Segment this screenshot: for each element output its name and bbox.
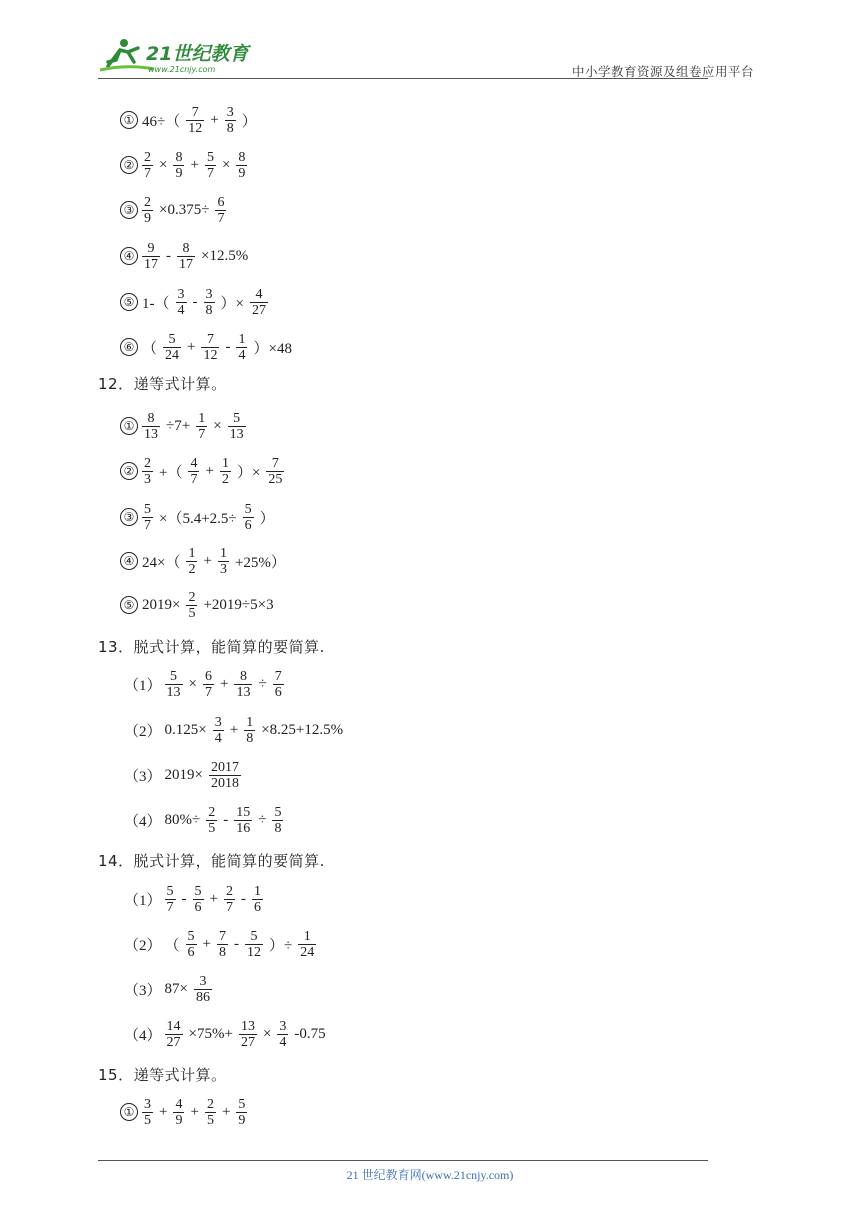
item-number: ① bbox=[120, 417, 138, 435]
numerator: 3 bbox=[226, 104, 234, 120]
denominator: 9 bbox=[238, 1112, 246, 1128]
numerator: 7 bbox=[206, 331, 214, 347]
numerator: 5 bbox=[194, 883, 202, 899]
denominator: 4 bbox=[238, 347, 246, 363]
denominator: 9 bbox=[175, 165, 183, 181]
expression-line bbox=[120, 145, 250, 185]
operator-text: -0.75 bbox=[294, 1025, 326, 1042]
item-number: （1） bbox=[124, 677, 162, 694]
operator-text: 2019× bbox=[164, 766, 203, 783]
denominator: 2018 bbox=[210, 775, 239, 791]
denominator: 27 bbox=[166, 1034, 181, 1050]
item-number: （4） bbox=[124, 1027, 162, 1044]
fraction bbox=[203, 669, 214, 700]
numerator: 7 bbox=[219, 928, 226, 944]
fraction bbox=[243, 502, 254, 533]
denominator: 6 bbox=[194, 899, 202, 915]
operator-text: +2019÷5×3 bbox=[203, 596, 274, 613]
fraction bbox=[193, 884, 204, 915]
operator-text: 2019× bbox=[142, 596, 181, 613]
operator-text: 87× bbox=[164, 980, 188, 997]
numerator: 3 bbox=[205, 286, 213, 302]
operator-text: - bbox=[225, 338, 231, 355]
denominator: 5 bbox=[144, 1112, 151, 1128]
denominator: 8 bbox=[226, 120, 234, 136]
question-title: 13．脱式计算，能简算的要简算. bbox=[98, 638, 325, 656]
numerator: 5 bbox=[170, 668, 178, 684]
expression-line bbox=[124, 755, 244, 795]
logo-icon bbox=[98, 36, 268, 76]
fraction bbox=[196, 411, 207, 442]
question-title: 15．递等式计算。 bbox=[98, 1066, 227, 1084]
item-number: ② bbox=[120, 462, 138, 480]
operator-text: - bbox=[234, 935, 239, 952]
expression-line bbox=[124, 1014, 329, 1054]
fraction bbox=[186, 929, 197, 960]
denominator: 7 bbox=[144, 517, 151, 533]
fraction bbox=[165, 669, 183, 700]
fraction bbox=[205, 1097, 216, 1128]
fraction bbox=[186, 590, 197, 621]
item-number: ② bbox=[120, 156, 138, 174]
expression-line bbox=[120, 406, 249, 446]
fraction bbox=[177, 241, 195, 272]
fraction bbox=[186, 546, 197, 577]
operator-text: + bbox=[159, 1103, 168, 1120]
denominator: 24 bbox=[300, 944, 315, 960]
operator-text: ）× bbox=[236, 464, 261, 481]
fraction bbox=[245, 929, 263, 960]
numerator: 14 bbox=[166, 1018, 181, 1034]
operator-text: × bbox=[188, 675, 197, 692]
numerator: 1 bbox=[221, 455, 229, 471]
fraction bbox=[176, 287, 187, 318]
operator-text: - bbox=[166, 247, 171, 264]
operator-text: ×12.5% bbox=[201, 247, 249, 264]
denominator: 5 bbox=[188, 605, 196, 621]
denominator: 25 bbox=[268, 471, 283, 487]
fraction bbox=[142, 456, 153, 487]
numerator: 4 bbox=[175, 1096, 183, 1112]
fraction bbox=[142, 411, 160, 442]
denominator: 7 bbox=[166, 899, 174, 915]
denominator: 13 bbox=[166, 684, 181, 700]
numerator: 1 bbox=[238, 331, 246, 347]
fraction bbox=[250, 287, 268, 318]
expression-line bbox=[120, 282, 271, 322]
numerator: 5 bbox=[168, 331, 176, 347]
denominator: 3 bbox=[144, 471, 151, 487]
operator-text: ）×48 bbox=[253, 340, 292, 357]
fraction bbox=[217, 929, 228, 960]
fraction bbox=[142, 502, 153, 533]
denominator: 24 bbox=[165, 347, 180, 363]
operator-text: 24×（ bbox=[142, 554, 181, 571]
fraction bbox=[142, 1097, 153, 1128]
denominator: 5 bbox=[206, 1112, 214, 1128]
operator-text: （ bbox=[164, 937, 180, 954]
fraction bbox=[225, 105, 236, 136]
denominator: 12 bbox=[247, 944, 261, 960]
fraction bbox=[165, 884, 176, 915]
operator-text: ×75%+ bbox=[188, 1025, 233, 1042]
item-number: ⑥ bbox=[120, 338, 138, 356]
denominator: 7 bbox=[204, 684, 212, 700]
fraction bbox=[194, 974, 212, 1005]
fraction bbox=[173, 1097, 184, 1128]
expression-line bbox=[124, 710, 346, 750]
operator-text: × bbox=[221, 156, 231, 173]
operator-text: - bbox=[240, 890, 246, 907]
numerator: 6 bbox=[204, 668, 212, 684]
denominator: 6 bbox=[274, 684, 282, 700]
denominator: 16 bbox=[236, 820, 251, 836]
numerator: 8 bbox=[175, 149, 183, 165]
denominator: 2 bbox=[221, 471, 229, 487]
operator-text: ×（5.4+2.5÷ bbox=[159, 510, 237, 527]
operator-text: 0.125× bbox=[164, 721, 207, 738]
expression-line bbox=[120, 541, 289, 581]
numerator: 8 bbox=[147, 410, 155, 426]
denominator: 3 bbox=[219, 561, 227, 577]
denominator: 13 bbox=[229, 426, 244, 442]
expression-line bbox=[120, 100, 260, 140]
logo-url: www.21cnjy.com bbox=[148, 65, 216, 74]
denominator: 6 bbox=[244, 517, 252, 533]
expression-line bbox=[120, 236, 251, 276]
denominator: 4 bbox=[177, 302, 185, 318]
operator-text: - bbox=[223, 811, 229, 828]
denominator: 7 bbox=[144, 165, 151, 181]
fraction bbox=[236, 332, 247, 363]
fraction bbox=[272, 805, 283, 836]
item-number: （2） bbox=[124, 937, 162, 954]
page-header bbox=[98, 28, 754, 79]
numerator: 8 bbox=[239, 668, 247, 684]
fraction bbox=[277, 1019, 288, 1050]
numerator: 2 bbox=[206, 1096, 214, 1112]
operator-text: ）× bbox=[220, 295, 244, 312]
fraction bbox=[173, 150, 184, 181]
denominator: 8 bbox=[246, 730, 254, 746]
operator-text: - bbox=[192, 293, 198, 310]
denominator: 7 bbox=[198, 426, 206, 442]
site-name: 中小学教育资源及组卷应用平台 bbox=[571, 65, 754, 79]
expression-line bbox=[120, 327, 295, 367]
fraction bbox=[266, 456, 284, 487]
numerator: 4 bbox=[255, 286, 263, 302]
operator-text: - bbox=[181, 890, 187, 907]
item-number: ⑤ bbox=[120, 596, 138, 614]
numerator: 5 bbox=[144, 501, 151, 517]
numerator: 9 bbox=[147, 240, 155, 256]
expression-line bbox=[124, 800, 286, 840]
item-number: ⑤ bbox=[120, 293, 138, 311]
operator-text: + bbox=[187, 338, 196, 355]
operator-text: + bbox=[190, 1103, 199, 1120]
operator-text: ÷ bbox=[258, 811, 267, 828]
operator-text: 1-（ bbox=[142, 295, 170, 312]
expression-line bbox=[120, 190, 229, 230]
denominator: 7 bbox=[225, 899, 233, 915]
fraction bbox=[236, 1097, 247, 1128]
fraction bbox=[220, 456, 231, 487]
operator-text: + bbox=[202, 935, 211, 952]
operator-text: ） bbox=[259, 510, 275, 527]
item-number: （3） bbox=[124, 982, 162, 999]
expression-line bbox=[120, 497, 278, 537]
fraction bbox=[163, 332, 181, 363]
denominator: 8 bbox=[219, 944, 226, 960]
numerator: 3 bbox=[279, 1018, 287, 1034]
numerator: 7 bbox=[274, 668, 282, 684]
question-title: 12．递等式计算。 bbox=[98, 375, 227, 393]
fraction bbox=[234, 805, 252, 836]
fraction bbox=[142, 195, 153, 226]
expression-line bbox=[124, 664, 287, 704]
logo-text: 21世纪教育 bbox=[146, 43, 249, 65]
numerator: 2 bbox=[144, 455, 151, 471]
operator-text: × bbox=[262, 1025, 272, 1042]
fraction bbox=[204, 287, 215, 318]
fraction bbox=[186, 105, 204, 136]
numerator: 4 bbox=[190, 455, 198, 471]
fraction bbox=[201, 332, 219, 363]
item-number: ① bbox=[120, 1103, 138, 1121]
numerator: 1 bbox=[246, 714, 254, 730]
operator-text: ×8.25+12.5% bbox=[261, 721, 344, 738]
fraction bbox=[218, 546, 229, 577]
operator-text: ） bbox=[241, 113, 257, 130]
expression-line bbox=[124, 879, 266, 919]
denominator: 27 bbox=[240, 1034, 255, 1050]
denominator: 6 bbox=[187, 944, 195, 960]
fraction bbox=[209, 760, 241, 791]
expression-line bbox=[124, 924, 319, 964]
fraction bbox=[252, 884, 263, 915]
denominator: 6 bbox=[253, 899, 261, 915]
fraction bbox=[239, 1019, 257, 1050]
numerator: 3 bbox=[177, 286, 185, 302]
footer-text: 21 世纪教育网(www.21cnjy.com) bbox=[346, 1168, 514, 1182]
numerator: 2 bbox=[208, 804, 216, 820]
expression-line bbox=[120, 1092, 250, 1132]
denominator: 17 bbox=[179, 256, 193, 272]
denominator: 9 bbox=[144, 210, 151, 226]
numerator: 2017 bbox=[210, 759, 239, 775]
fraction bbox=[142, 241, 160, 272]
item-number: ④ bbox=[120, 247, 138, 265]
fraction bbox=[215, 195, 226, 226]
numerator: 1 bbox=[188, 545, 196, 561]
denominator: 7 bbox=[190, 471, 198, 487]
fraction bbox=[244, 715, 255, 746]
numerator: 1 bbox=[253, 883, 261, 899]
denominator: 27 bbox=[251, 302, 266, 318]
numerator: 5 bbox=[250, 928, 258, 944]
denominator: 9 bbox=[238, 165, 246, 181]
denominator: 12 bbox=[188, 120, 203, 136]
operator-text: ×0.375÷ bbox=[159, 201, 210, 218]
numerator: 1 bbox=[303, 928, 311, 944]
expression-line bbox=[124, 969, 215, 1009]
numerator: 2 bbox=[225, 883, 233, 899]
fraction bbox=[188, 456, 199, 487]
item-number: ① bbox=[120, 111, 138, 129]
item-number: （4） bbox=[124, 813, 162, 830]
denominator: 9 bbox=[175, 1112, 183, 1128]
operator-text: + bbox=[229, 721, 239, 738]
numerator: 3 bbox=[199, 973, 207, 989]
fraction bbox=[206, 805, 217, 836]
item-number: （2） bbox=[124, 723, 162, 740]
numerator: 8 bbox=[238, 149, 246, 165]
fraction bbox=[224, 884, 235, 915]
operator-text: ）÷ bbox=[269, 937, 293, 954]
operator-text: + bbox=[221, 1103, 231, 1120]
question-title: 14．脱式计算，能简算的要简算. bbox=[98, 852, 325, 870]
operator-text: × bbox=[159, 156, 168, 173]
fraction bbox=[205, 150, 216, 181]
operator-text: + bbox=[203, 552, 212, 569]
fraction bbox=[298, 929, 316, 960]
operator-text: + bbox=[219, 675, 229, 692]
numerator: 5 bbox=[206, 149, 214, 165]
denominator: 86 bbox=[195, 989, 210, 1005]
numerator: 1 bbox=[198, 410, 206, 426]
denominator: 4 bbox=[279, 1034, 287, 1050]
operator-text: + bbox=[205, 462, 214, 479]
denominator: 7 bbox=[217, 210, 225, 226]
numerator: 5 bbox=[274, 804, 282, 820]
operator-text: × bbox=[213, 417, 222, 434]
denominator: 13 bbox=[144, 426, 158, 442]
fraction bbox=[273, 669, 284, 700]
numerator: 2 bbox=[188, 589, 196, 605]
denominator: 8 bbox=[274, 820, 282, 836]
operator-text: （ bbox=[142, 340, 158, 357]
denominator: 5 bbox=[208, 820, 216, 836]
fraction bbox=[165, 1019, 183, 1050]
numerator: 3 bbox=[214, 714, 222, 730]
item-number: （1） bbox=[124, 892, 162, 909]
numerator: 2 bbox=[144, 149, 151, 165]
operator-text: ÷7+ bbox=[166, 417, 191, 434]
footer-divider bbox=[98, 1160, 708, 1161]
numerator: 6 bbox=[217, 194, 225, 210]
operator-text: +25%） bbox=[234, 554, 286, 571]
operator-text: ÷ bbox=[258, 675, 267, 692]
numerator: 5 bbox=[238, 1096, 246, 1112]
denominator: 12 bbox=[203, 347, 218, 363]
fraction bbox=[228, 411, 246, 442]
item-number: （3） bbox=[124, 768, 162, 785]
numerator: 7 bbox=[271, 455, 279, 471]
numerator: 8 bbox=[182, 240, 190, 256]
denominator: 7 bbox=[206, 165, 214, 181]
operator-text: 80%÷ bbox=[164, 811, 201, 828]
denominator: 2 bbox=[188, 561, 196, 577]
item-number: ③ bbox=[120, 201, 138, 219]
operator-text: + bbox=[190, 156, 199, 173]
operator-text: +（ bbox=[159, 464, 183, 481]
operator-text: + bbox=[210, 111, 219, 128]
denominator: 13 bbox=[236, 684, 251, 700]
numerator: 15 bbox=[236, 804, 251, 820]
item-number: ④ bbox=[120, 552, 138, 570]
fraction bbox=[142, 150, 153, 181]
denominator: 17 bbox=[144, 256, 158, 272]
fraction bbox=[213, 715, 224, 746]
expression-line bbox=[120, 451, 287, 491]
fraction bbox=[234, 669, 252, 700]
numerator: 5 bbox=[187, 928, 195, 944]
numerator: 13 bbox=[240, 1018, 255, 1034]
operator-text: 46÷（ bbox=[142, 113, 181, 130]
numerator: 2 bbox=[144, 194, 151, 210]
numerator: 5 bbox=[233, 410, 241, 426]
numerator: 7 bbox=[191, 104, 199, 120]
fraction bbox=[236, 150, 247, 181]
numerator: 5 bbox=[244, 501, 252, 517]
item-number: ③ bbox=[120, 508, 138, 526]
operator-text: + bbox=[209, 890, 218, 907]
numerator: 5 bbox=[166, 883, 174, 899]
expression-line bbox=[120, 585, 277, 625]
denominator: 8 bbox=[205, 302, 213, 318]
denominator: 4 bbox=[214, 730, 222, 746]
numerator: 1 bbox=[219, 545, 227, 561]
numerator: 3 bbox=[144, 1096, 151, 1112]
